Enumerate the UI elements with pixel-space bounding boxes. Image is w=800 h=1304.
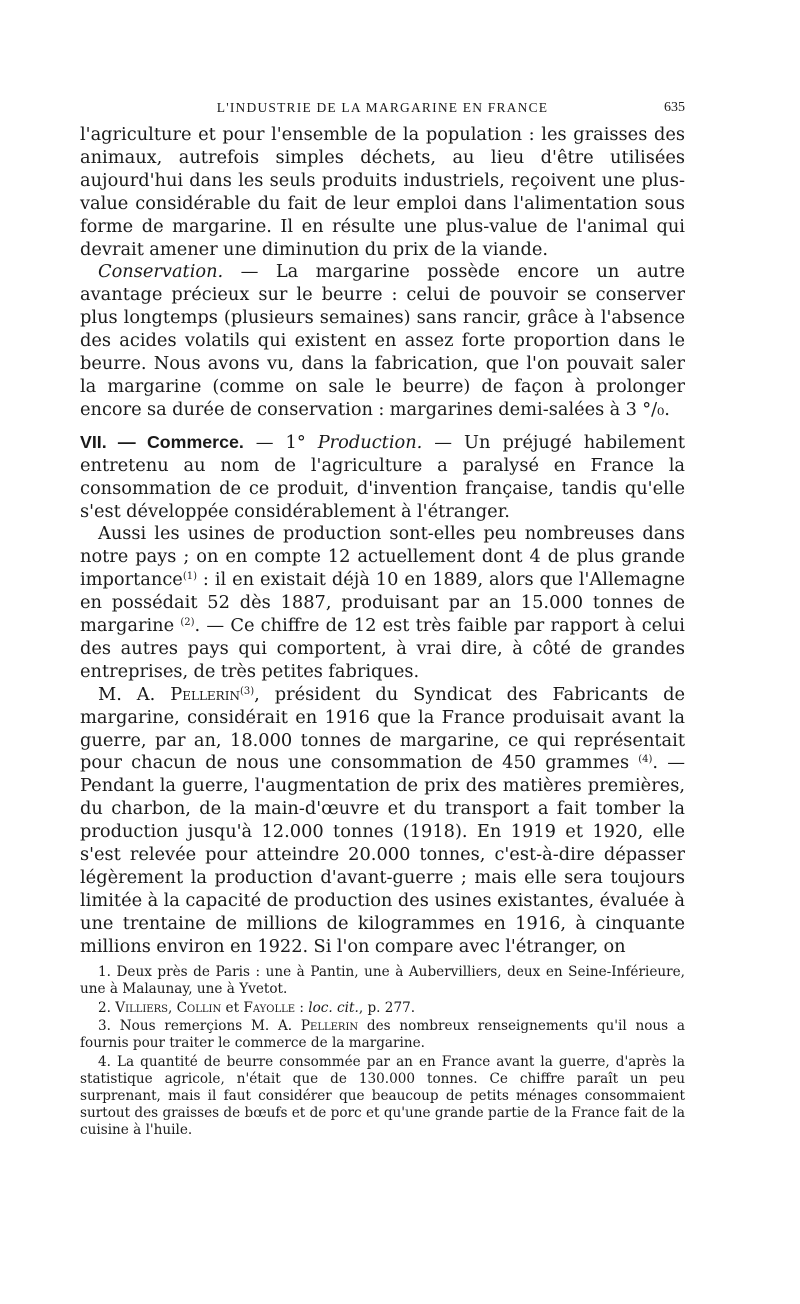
usines-text-b: : il en existait déjà 10 en 1889, alors que l'Allemagne en possédait 52 dès 1887, produisant par an 15.000 tonnes de margarine — [80, 569, 685, 637]
running-header — [80, 100, 685, 122]
footnote-ref-2[interactable]: (2) — [180, 617, 195, 629]
fn2-author-villiers: Villiers — [115, 999, 168, 1016]
footnote-4: 4. La quantité de beurre consommée par an en France avant la guerre, d'après la statistique agricole, n'était que de 130.000 tonnes. Ce chiffre paraît un peu surprenant, mais il faut considérer que beaucoup de petits ménages consommaient surtout des graisses de bœufs et de porc et qu'une grande partie de la France fait de la cuisine à l'huile. — [80, 1053, 685, 1139]
usines-text-c: . — Ce chiffre de 12 est très faible par rapport à celui des autres pays qui comportent, à vrai dire, à côté de grandes entreprises, de très petites fabriques. — [80, 615, 685, 682]
footnote-ref-4[interactable]: (4) — [638, 754, 653, 766]
author-name: Pellerin — [170, 683, 240, 705]
fn2-page: , p. 277. — [358, 999, 416, 1016]
fn2-author-fayolle: Fayolle — [243, 999, 296, 1016]
usines-text-a: Aussi les usines de production sont-elles peu nombreuses dans notre pays ; on en compte 12 actuellement dont 4 de plus grande importance — [80, 523, 685, 591]
paragraph-conservation — [80, 261, 685, 421]
conservation-text: — La margarine possède encore un autre avantage précieux sur le beurre : celui de pouvoir se conserver plus longtemps (plusieurs semaines) sans rancir, grâce à l'absence des acides volatils qui existent en assez forte proportion dans le beurre. Nous avons vu, dans la fabrication, que l'on pouvait saler la margarine (comme on sale le beurre) de façon à prolonger encore sa durée de conservation : margarines demi-salées à 3 °/₀. — [80, 261, 685, 420]
paragraph-usines — [80, 523, 685, 683]
fn3-name: Pellerin — [300, 1017, 359, 1034]
pellerin-prefix: M. A. — [98, 683, 171, 705]
fn2-author-collin: Collin — [176, 999, 222, 1016]
production-text: — Un préjugé habilement entretenu au nom de l'agriculture a paralysé en France la consommation de ce produit, d'invention française, tandis qu'elle s'est développée considérablement à l'étranger. — [80, 431, 686, 522]
footnote-2 — [80, 1000, 685, 1017]
footnote-1: 1. Deux près de Paris : une à Pantin, une à Aubervilliers, deux en Seine-Inférieure, une à Malaunay, une à Yvetot. — [80, 964, 685, 998]
fn2-sep-1: , — [167, 999, 177, 1016]
paragraph-section-vii — [80, 431, 685, 524]
page-number: 635 — [664, 100, 685, 115]
fn2-sep-2: et — [221, 999, 244, 1016]
section-title: VII. — Commerce. — [80, 431, 244, 452]
paragraph-pellerin — [80, 684, 685, 959]
production-label: Production. — [317, 431, 423, 453]
fn2-citation: loc. cit. — [308, 999, 359, 1016]
pellerin-text-b: . — Pendant la guerre, l'augmentation de prix des matières premières, du charbon, de la main-d'œuvre et du transport a fait tomber la production jusqu'à 12.000 tonnes (1918). En 1919 et 1920, elle s'est relevée pour atteindre 20.000 tonnes, c'est-à-dire dépasser légèrement la production d'avant-guerre ; mais elle sera toujours limitée à la capacité de production des usines existantes, évaluée à une trentaine de millions de kilogrammes en 1916, à cinquante millions environ en 1922. Si l'on compare avec l'étranger, on — [80, 752, 685, 957]
fn2-number: 2. — [98, 999, 116, 1016]
pellerin-text-a: , président du Syndicat des Fabricants de margarine, considérait en 1916 que la France produisait avant la guerre, par an, 18.000 tonnes de margarine, ce qui représentait pour chacun de nous une consommation de 450 grammes — [80, 683, 685, 774]
fn2-sep-3: : — [295, 999, 309, 1016]
paragraph-1: l'agriculture et pour l'ensemble de la population : les graisses des animaux, autrefois simples déchets, au lieu d'être utilisées aujourd'hui dans les seuls produits industriels, reçoivent une plus-value considérable du fait de leur emploi dans l'alimentation sous forme de margarine. Il en résulte une plus-value de l'animal qui devrait amener une diminution du prix de la viande. — [80, 124, 685, 260]
main-text — [80, 124, 685, 959]
conservation-label: Conservation. — [98, 261, 224, 283]
footnote-ref-1[interactable]: (1) — [182, 571, 197, 583]
section-dash: — 1° — [243, 431, 318, 453]
running-title: L'INDUSTRIE DE LA MARGARINE EN FRANCE — [216, 100, 549, 115]
footnote-ref-3[interactable]: (3) — [239, 685, 255, 697]
fn3-text-b: des nombreux renseignements qu'il nous a fournis pour traiter le commerce de la margarine. — [80, 1017, 685, 1052]
footnotes — [80, 964, 685, 1141]
fn3-text-a: 3. Nous remerçions M. A. — [98, 1017, 301, 1034]
footnote-3 — [80, 1018, 685, 1052]
